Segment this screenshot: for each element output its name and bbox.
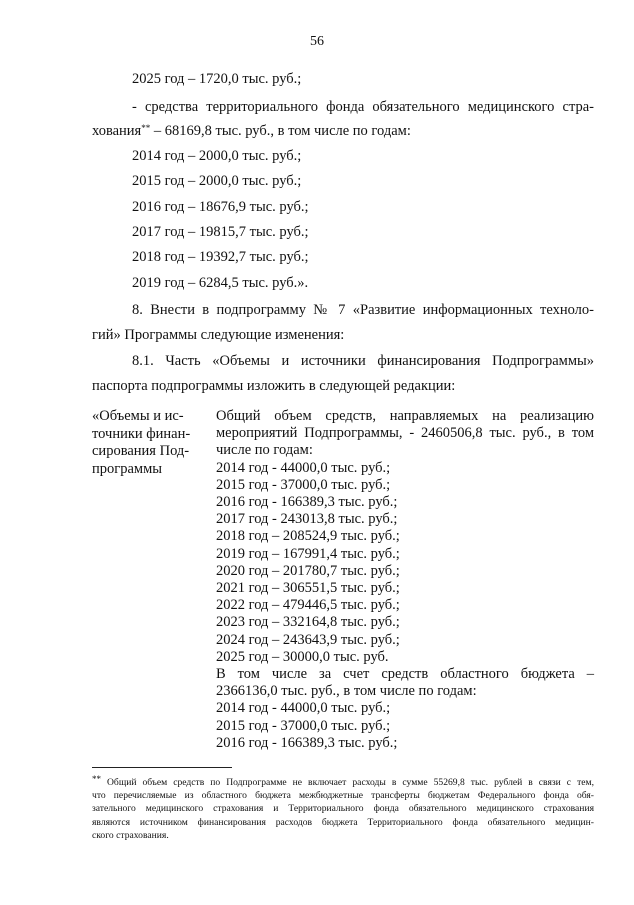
intro-line: мероприятий Подпрограммы, - 2460506,8 тыс. руб., в том [216,425,594,442]
year-line: 2021 год – 306551,5 тыс. руб.; [216,580,400,597]
year-line: 2017 год - 243013,8 тыс. руб.; [216,511,398,528]
footnote-line [92,776,594,789]
year-line: 2016 год - 166389,3 тыс. руб.; [216,494,398,511]
footnote-line: ского страхования. [92,829,169,841]
item-8-1-line-1: 8.1. Часть «Объемы и источники финансирования Подпрограммы» [132,353,594,369]
footnote [92,776,594,842]
tfoms-year-line: 2019 год – 6284,5 тыс. руб.». [132,275,309,291]
tfoms-line-2 [92,122,411,140]
tfoms-year-line: 2016 год – 18676,9 тыс. руб.; [132,199,309,215]
tfoms-text-a: хования [92,123,142,139]
footnote-separator [92,767,232,768]
year-line: 2024 год – 243643,9 тыс. руб.; [216,631,400,648]
footnote-line: являются источником финансирования расходов бюджета Территориального фонда обязательного медицин- [92,816,594,828]
footnote-mark: ** [92,774,101,784]
tfoms-text-b: – 68169,8 тыс. руб., в том числе по годам: [150,123,411,139]
regional-line: 2366136,0 тыс. руб., в том числе по годам: [216,683,477,700]
passport-label-cell [92,408,202,478]
year-line: 2018 год – 208524,9 тыс. руб.; [216,528,400,545]
intro-line: числе по годам: [216,442,313,459]
year-line: 2019 год – 167991,4 тыс. руб.; [216,545,400,562]
tfoms-year-line: 2018 год – 19392,7 тыс. руб.; [132,249,309,265]
intro-line: Общий объем средств, направляемых на реализацию [216,408,594,424]
footnote-text: Общий объем средств по Подпрограмме не включает расходы в сумме 55269,8 тыс. рублей в связи с тем, [101,777,594,788]
footnote-line: что перечисляемые из областного бюджета межбюджетные трансферты бюджетам Федерального фонда обя- [92,790,594,802]
regional-line: В том числе за счет средств областного бюджета – [216,666,594,683]
tfoms-year-line: 2014 год – 2000,0 тыс. руб.; [132,148,302,164]
tfoms-year-line: 2015 год – 2000,0 тыс. руб.; [132,173,302,189]
year-line: 2015 год - 37000,0 тыс. руб.; [216,476,391,493]
regional-year-line: 2014 год - 44000,0 тыс. руб.; [216,700,391,717]
year-line: 2022 год – 479446,5 тыс. руб.; [216,597,400,614]
passport-value-cell [216,408,594,752]
year-line: 2014 год - 44000,0 тыс. руб.; [216,459,391,476]
page-number: 56 [310,34,324,49]
passport-label-line: сирования Под- [92,443,190,459]
tfoms-year-line: 2017 год – 19815,7 тыс. руб.; [132,224,309,240]
tfoms-line-1: - средства территориального фонда обязательного медицинского стра- [132,99,594,115]
footnote-line: зательного медицинского страхования и Территориального фонда обязательного медицинского страхования [92,803,594,815]
footnote-ref-mark: ** [141,123,151,133]
item-8-1-line-2: паспорта подпрограммы изложить в следующей редакции: [92,378,456,394]
year-line: 2025 год – 30000,0 тыс. руб. [216,648,389,665]
regional-year-line: 2015 год - 37000,0 тыс. руб.; [216,717,391,734]
passport-label-line: точники финан- [92,425,191,442]
year-line: 2023 год – 332164,8 тыс. руб.; [216,614,400,631]
passport-label-line: «Объемы и ис- [92,408,184,424]
year-line: 2020 год – 201780,7 тыс. руб.; [216,562,400,579]
regional-year-line: 2016 год - 166389,3 тыс. руб.; [216,734,398,751]
item-8-line-1: 8. Внести в подпрограмму № 7 «Развитие информационных техноло- [132,302,594,318]
passport-label-line: программы [92,460,162,477]
item-8-line-2: гий» Программы следующие изменения: [92,327,345,343]
line-2025: 2025 год – 1720,0 тыс. руб.; [132,71,302,87]
